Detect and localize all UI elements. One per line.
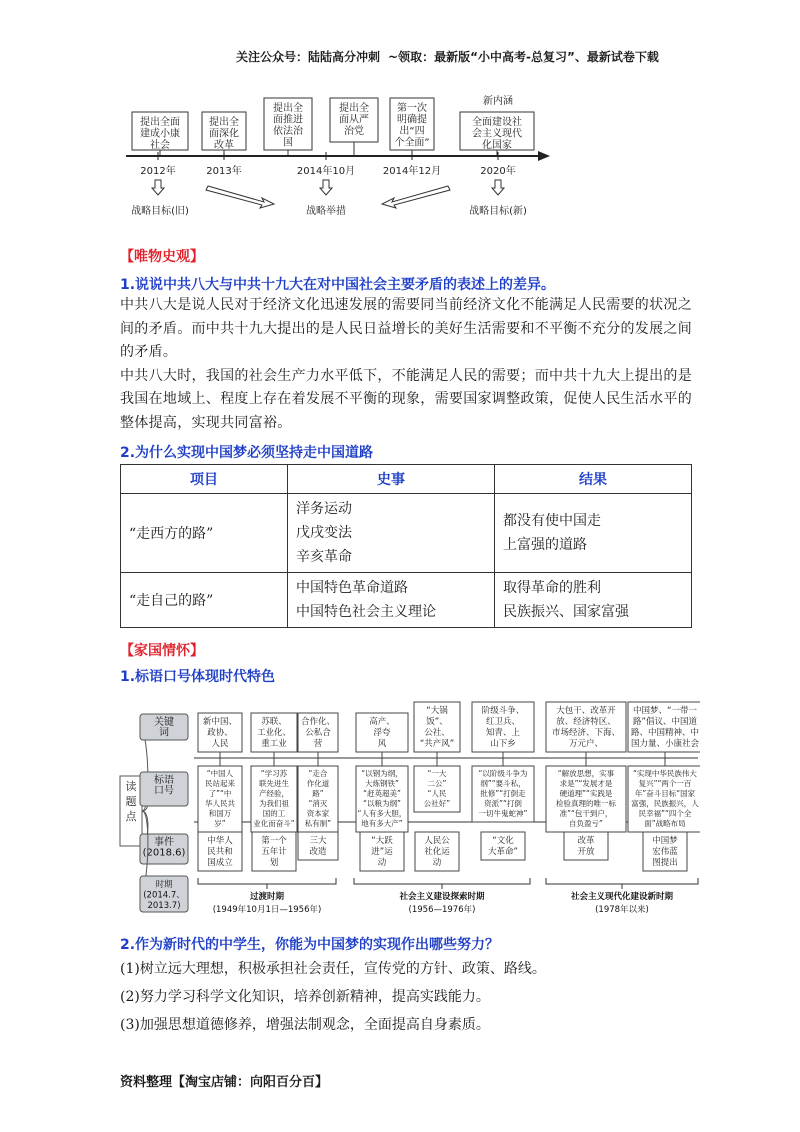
period-name: 过渡时期 (249, 892, 285, 902)
keyword-text: 公社、 (424, 728, 450, 738)
slogan-text: 求是”“发展才是 (559, 779, 613, 788)
root-label-text: 题 (125, 795, 137, 808)
event-text: 中国特色革命道路 (296, 580, 408, 596)
answer-1-paragraph-2: 中共八大时，我国的社会生产力水平低下，不能满足人民的需要；而中共十九大上提出的是我国在地域上、程度上存在着发展不平衡的现象，需要国家调整政策，促使人民生活水平的整体提高，实现共同富裕。 (120, 367, 692, 431)
timeline-box-text: 全面建设社 (472, 117, 522, 128)
timeline-box-text: 面从严 (339, 114, 369, 126)
timeline-box-text: 提出全 (273, 103, 303, 114)
answer-1-paragraph-1: 中共八大是说人民对于经济文化迅速发展的需要同当前经济文化不能满足人民需要的状况之间的矛盾。而中共十九大提出的是人民日益增长的美好生活需要和不平衡不充分的发展之间的矛盾。 (120, 297, 692, 361)
table-cell-item: “走自己的路” (121, 573, 288, 628)
keyword-text: 饭”、 (426, 717, 448, 727)
timeline-year-label: 2014年10月 (296, 166, 356, 177)
timeline-box-text: 面深化 (209, 128, 239, 140)
table-cell-events (288, 573, 495, 628)
root-label-text: 点 (125, 810, 137, 823)
timeline-box-text: 治党 (344, 126, 364, 137)
period-range: (1978年以来) (595, 905, 649, 915)
section-title-patriotism: 【家国情怀】 (120, 643, 204, 659)
timeline-year-label: 2012年 (140, 166, 176, 177)
event-text: 辛亥革命 (296, 549, 352, 565)
event-text: “大跃 (371, 836, 393, 846)
slogan-text: 产经验， (259, 789, 289, 798)
event-text: 人民公 (424, 836, 450, 846)
slogan-text: 资派”“打倒 (484, 799, 522, 808)
header-download-text: ~领取：最新版“小中高考-总复习”、最新试卷下载 (388, 50, 659, 64)
row-label-text: 标语 (154, 775, 174, 786)
keyword-text: 合作化、 (300, 717, 336, 727)
event-text: 三大 (309, 836, 327, 846)
slogan-text: 年”奋斗目标“国家 (634, 789, 696, 798)
row-label-text: 时期 (155, 880, 173, 890)
result-text: 上富强的道路 (503, 537, 587, 553)
table-row (121, 573, 692, 628)
timeline-svg (118, 88, 558, 222)
keyword-text: 中国梦、“一带一 (633, 706, 697, 716)
result-text: 都没有使中国走 (503, 513, 601, 529)
slogan-text: “以阶级斗争为 (478, 769, 528, 778)
slogan-text: 大炼钢铁” (365, 779, 399, 788)
timeline-bottom-label: 战略举措 (306, 206, 346, 217)
event-text: 五年计 (261, 847, 287, 857)
event-text: 图提出 (652, 858, 678, 868)
event-text: 进”运 (371, 847, 393, 857)
question-china-dream-heading: 2.作为新时代的中学生，你能为中国梦的实现作出哪些努力？ (120, 937, 500, 953)
slogan-text: “赶英超美” (363, 789, 401, 798)
table-row (121, 494, 692, 573)
slogan-text: 和国万 (208, 809, 232, 818)
slogan-text: “解放思想，实事 (557, 769, 615, 778)
timeline-new-label: 新内涵 (483, 96, 513, 107)
slogan-text: 自负盈亏” (569, 819, 603, 828)
slogan-text: “人民 (427, 789, 447, 798)
keyword-text: “共产风” (419, 739, 455, 749)
slogan-text: 面”战略布局 (644, 819, 686, 828)
keyword-text: 重工业 (261, 739, 287, 749)
row-label-text: 关键 (154, 717, 174, 728)
timeline-year-label: 2013年 (206, 166, 242, 177)
timeline-year-label: 2020年 (480, 166, 516, 177)
question-slogan-heading: 1.标语口号体现时代特色 (120, 669, 276, 685)
table-cell-events (288, 494, 495, 573)
section-title-materialism: 【唯物史观】 (120, 249, 204, 265)
period-bracket (354, 878, 530, 884)
row-label-text: (2018.6) (142, 847, 186, 859)
answer-item: (3)加强思想道德修养，增强法制观念，全面提高自身素质。 (120, 1017, 490, 1033)
answer-list (120, 955, 700, 1039)
slogan-text: 二公” (427, 779, 447, 788)
timeline-box-text: 提出全面 (140, 117, 180, 128)
event-text: 开放 (577, 847, 595, 857)
event-text: “文化 (492, 836, 514, 846)
period-range: (1956—1976年) (408, 905, 476, 915)
keyword-text: 人民 (211, 739, 229, 749)
event-text: 改革 (577, 836, 595, 846)
event-text: 动 (377, 858, 387, 868)
period-bracket (546, 878, 698, 884)
table-cell-results (495, 573, 692, 628)
slogan-text: 联先进生 (259, 779, 289, 788)
event-text: 改造 (309, 847, 327, 857)
table-header-row (121, 465, 692, 494)
slogan-text: 了”“中 (208, 789, 232, 798)
slogan-text: 私有制” (304, 819, 332, 828)
event-text: 动 (432, 858, 442, 868)
slogan-text: 民幸福”“四个全 (638, 809, 692, 818)
keyword-text: 山下乡 (490, 739, 516, 749)
slogan-text: “人有多大胆， (357, 809, 407, 818)
timeline-arrow-icon (538, 151, 550, 161)
slogan-text: 民站起来 (205, 779, 235, 788)
keyword-text: 放、经济特区、 (556, 717, 616, 727)
table-header-events: 史事 (288, 465, 495, 494)
root-label-text: 读 (125, 780, 137, 793)
keyword-text: 政协、 (207, 728, 233, 738)
slogan-text: 一切牛鬼蛇神” (478, 809, 528, 818)
period-name: 社会主义建设探索时期 (399, 892, 485, 902)
event-text: 戊戌变法 (296, 525, 352, 541)
slogan-text: 检验真理的唯一标 (556, 799, 616, 808)
slogan-text: 业化而奋斗” (253, 819, 295, 828)
timeline-bottom-label: 战略目标(旧) (131, 206, 189, 217)
table-header-item: 项目 (121, 465, 288, 494)
answer-item: (2)努力学习科学文化知识，培养创新精神，提高实践能力。 (120, 989, 490, 1005)
keyword-text: 市场经济、下海、 (551, 728, 621, 738)
period-bracket (198, 878, 336, 884)
keyword-text: 高产、 (369, 717, 395, 727)
four-comprehensives-timeline (118, 88, 558, 222)
slogan-text: 岁” (214, 819, 226, 828)
slogan-text: “走合 (308, 769, 328, 778)
slogan-text: “一大 (427, 769, 447, 778)
row-label-text: (2014.7、 (143, 890, 185, 901)
slogan-svg (118, 686, 700, 918)
timeline-box-text: 面推进 (273, 114, 303, 126)
timeline-box-text: 国 (283, 137, 293, 149)
keyword-text: 新中国、 (202, 717, 238, 727)
timeline-box-text: 提出全 (339, 103, 369, 114)
timeline-year-label: 2014年12月 (382, 166, 442, 177)
timeline-box-text: 建成小康 (140, 128, 180, 140)
table-header-results: 结果 (495, 465, 692, 494)
keyword-text: “大锅 (426, 706, 448, 716)
slogan-text: 资本家 (306, 809, 330, 818)
slogan-text: 作化道 (306, 779, 330, 788)
slogan-text: “以粮为纲” (363, 799, 401, 808)
result-text: 民族振兴、国家富强 (503, 604, 629, 620)
timeline-box-text: 个全面” (394, 137, 430, 149)
keyword-text: 国力量、小康社会 (630, 739, 700, 749)
page-header (236, 48, 706, 65)
result-text: 取得革命的胜利 (503, 580, 601, 596)
event-text: 中华人 (207, 836, 233, 846)
period-range: (1949年10月1日—1956年) (212, 905, 322, 915)
slogan-text: 为我们祖 (259, 799, 289, 808)
keyword-text: 知青、上 (485, 728, 521, 738)
slogan-text: 路” (312, 789, 324, 798)
slogan-text: “以钢为纲， (361, 769, 403, 778)
slogan-text: “消灭 (308, 799, 328, 808)
table-cell-results (495, 494, 692, 573)
timeline-box-text: 社会 (150, 140, 170, 151)
slogan-text: 华人民共 (205, 799, 235, 808)
timeline-box-text: 第一次 (397, 103, 427, 114)
slogan-text: 国的工 (262, 809, 286, 818)
slogan-text: “学习苏 (260, 769, 288, 778)
timeline-box-text: 改革 (214, 140, 234, 151)
keyword-text: 路、中国精神、中 (630, 728, 700, 738)
event-text: 划 (269, 858, 279, 868)
event-text: 大革命” (488, 847, 518, 857)
slogan-text: 地有多大产” (361, 819, 403, 828)
table-cell-item: “走西方的路” (121, 494, 288, 573)
event-text: 宏伟蓝 (652, 847, 678, 857)
keyword-text: 风 (377, 739, 387, 749)
timeline-box-text: 会主义现代 (472, 128, 522, 140)
slogan-text: 批修”“打倒走 (480, 789, 526, 798)
timeline-box-text: 明确提 (397, 114, 427, 126)
down-arrow-icon (152, 180, 164, 195)
row-label-text: 词 (159, 727, 169, 739)
slogan-text: 富强，民族振兴，人 (631, 799, 699, 808)
event-text: 国成立 (207, 858, 233, 868)
event-text: 中国梦 (652, 836, 678, 846)
event-text: 社化运 (424, 847, 450, 857)
keyword-text: 万元户、 (568, 739, 604, 749)
row-label-text: 2013.7) (147, 901, 181, 911)
slogan-text: “实现中华民族伟大 (633, 769, 697, 778)
timeline-bottom-label: 战略目标(新) (469, 206, 527, 217)
diagonal-arrow-icon (382, 186, 450, 208)
event-text: 民共和 (207, 847, 233, 857)
slogan-text: “中国人 (206, 769, 234, 778)
event-text: 中国特色社会主义理论 (296, 604, 436, 620)
keyword-text: 路”倡议、中国道 (633, 717, 697, 727)
slogan-era-diagram (118, 686, 700, 918)
keyword-text: 苏联、 (261, 717, 287, 727)
china-road-table (120, 464, 692, 628)
timeline-box-text: 依法治 (273, 126, 303, 137)
down-arrow-icon (320, 180, 332, 195)
row-label-text: 口号 (154, 785, 174, 797)
diagonal-arrow-icon (206, 186, 274, 208)
header-wechat-text: 关注公众号：陆陆高分冲刺 (236, 50, 381, 64)
timeline-box-text: 化国家 (482, 140, 512, 151)
question-2-heading: 2.为什么实现中国梦必须坚持走中国道路 (120, 445, 374, 461)
period-name: 社会主义现代化建设新时期 (570, 892, 674, 902)
timeline-box-text: 出“四 (399, 126, 425, 137)
row-label-text: 事件 (154, 837, 174, 848)
slogan-text: 准”“包干到户， (559, 809, 613, 818)
slogan-text: 复兴”“两个一百 (638, 779, 692, 788)
keyword-text: 工业化、 (256, 728, 292, 738)
keyword-text: 红卫兵、 (485, 717, 521, 727)
keyword-text: 大包干、改革开 (556, 706, 616, 716)
keyword-text: 公私合 (305, 728, 331, 738)
event-text: 洋务运动 (296, 501, 352, 517)
answer-1-text (120, 294, 692, 436)
keyword-text: 浮夸 (373, 728, 391, 738)
timeline-box-text: 提出全 (209, 117, 239, 128)
question-1-heading: 1.说说中共八大与中共十九大在对中国社会主要矛盾的表述上的差异。 (120, 277, 556, 293)
slogan-text: 公社好” (423, 799, 451, 808)
event-text: 第一个 (261, 836, 287, 846)
answer-item: (1)树立远大理想，积极承担社会责任，宣传党的方针、政策、路线。 (120, 961, 546, 977)
slogan-text: 硬道理”“实践是 (559, 789, 613, 798)
slogan-text: 纲”“要斗私， (480, 779, 526, 788)
keyword-text: 阶级斗争、 (481, 706, 525, 716)
down-arrow-icon (492, 180, 504, 195)
keyword-text: 营 (313, 739, 323, 749)
page-footer: 资料整理【淘宝店铺：向阳百分百】 (120, 1075, 329, 1090)
